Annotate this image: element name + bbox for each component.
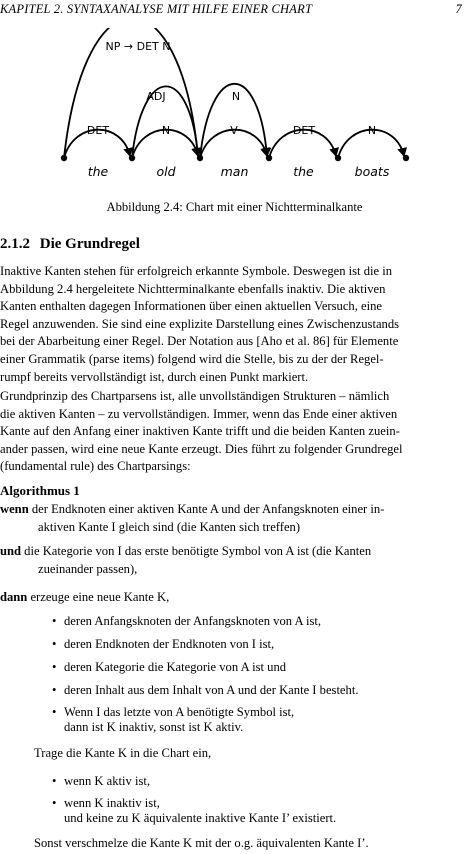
page: KAPITEL 2. SYNTAXANALYSE MIT HILFE EINER CHART 7 DET N ADJ NP → DET N V N DET N the old man the boats Abbildung 2.4: Chart mit einer Nichtterminalkante 2.1.2 Die Grundregel Inaktive Kanten stehen für erfolgreich erkannte Symbole. Deswegen ist die in Abbildung 2.4 hergeleitete Nichtterminalkante ebenfalls inaktiv. Die aktiven Kanten enthalten dagegen Informationen über einen aktuellen Versuch, eine Regel anzuwenden. Sie sind eine explizite Darstellung eines Zwischenzustands bei der Abarbeitung einer Regel. Der Notation aus [Aho et al. 86] für Elemente einer Grammatik (parse items) folgend wird die Stelle, bis zu der der Regel- rumpf bereits vervollständigt ist, durch einen Punkt markiert. Grundprinzip des Chartparsens ist, alle unvollständigen Strukturen – nämlich die aktiven Kanten – zu vervollständigen. Immer, wenn das Ende einer aktiven Kante auf den Anfang einer inaktiven Kante trifft und die beiden Kanten zuein- ander passen, wird eine neue Kante erzeugt. Dies führt zu folgender Grundregel (fundamental rule) des Chartparsings: Algorithmus 1 wenn der Endknoten einer aktiven Kante A und der Anfangsknoten einer in- aktiven Kante I gleich sind (die Kanten sich treffen) und die Kategorie von I das erste benötigte Symbol von A ist (die Kanten zueinander passen), dann erzeuge eine neue Kante K, • deren Anfangsknoten der Anfangsknoten von A ist, • deren Endknoten der Endknoten von I ist, • deren Kategorie die Kategorie von A ist und • deren Inhalt aus dem Inhalt von A und der Kante I besteht. • Wenn I das letzte von A benötigte Symbol ist, dann ist K inaktiv, sonst ist K aktiv. Trage die Kante K in die Chart ein, • wenn K aktiv ist, • wenn K inaktiv ist, und keine zu K äquivalente inaktive Kante I’ existiert. Sonst verschmelze die Kante K mit der o.g. äquivalenten Kante I’. xyxy=(0,0,469,854)
text-line: Regel anzuwenden. Sie sind eine explizite Darstellung eines Zwischenzustands xyxy=(0,316,400,331)
wenn-line-2: aktiven Kante I gleich sind (die Kanten sich treffen) xyxy=(38,519,301,534)
bullet-icon: • xyxy=(52,683,57,697)
text-line: ander passen, wird eine neue Kante erzeugt. Dies führt zu folgender Grundregel xyxy=(0,441,403,456)
chapter-title: KAPITEL 2. SYNTAXANALYSE MIT HILFE EINER CHART xyxy=(0,2,313,16)
running-header xyxy=(0,2,469,18)
text-line: rumpf bereits vervollständigt ist, durch einen Punkt markiert. xyxy=(0,369,309,384)
word-label: the xyxy=(87,164,109,179)
chart-nodes xyxy=(61,155,409,179)
text-line: bei der Abarbeitung einer Regel. Der Notation aus [Aho et al. 86] für Elemente xyxy=(0,334,399,349)
section-number: 2.1.2 xyxy=(0,236,30,252)
text-line: Abbildung 2.4 hergeleitete Nichtterminalkante ebenfalls inaktiv. Die aktiven xyxy=(0,281,386,296)
text-line: Kanten enthalten dagegen Informationen über einen aktuellen Versuch, eine xyxy=(0,299,382,314)
keyword-dann: dann xyxy=(0,590,28,604)
dann-text: erzeuge eine neue Kante K, xyxy=(30,590,170,604)
edge-label: ADJ xyxy=(146,90,166,103)
chart-node xyxy=(266,155,272,161)
text-line: Kante auf den Anfang einer inaktiven Kante trifft und die beiden Kanten zuein- xyxy=(0,424,400,439)
text-line: Inaktive Kanten stehen für erfolgreich erkannte Symbole. Deswegen ist die in xyxy=(0,264,393,278)
edge-label: DET xyxy=(292,124,316,137)
algorithm-wenn xyxy=(0,501,469,534)
und-line-2: zueinander passen), xyxy=(38,561,138,576)
algorithm-title: Algorithmus 1 xyxy=(0,483,80,498)
chart-node xyxy=(403,155,409,161)
paragraph-2 xyxy=(0,388,469,476)
bullet-icon: • xyxy=(52,774,57,788)
chart-figure xyxy=(40,28,420,188)
wenn-line-1: der Endknoten einer aktiven Kante A und der Anfangsknoten einer in- xyxy=(31,502,385,516)
text-line: Grundprinzip des Chartparsens ist, alle unvollständigen Strukturen – nämlich xyxy=(0,389,390,403)
und-line-1: die Kategorie von I das erste benötigte Symbol von A ist (die Kanten xyxy=(24,544,372,558)
chart-node xyxy=(61,155,67,161)
algorithm-dann xyxy=(0,589,469,607)
text-line: einer Grammatik (parse items) folgend wird die Stelle, bis zu der der Regel- xyxy=(0,351,384,366)
section-title: Die Grundregel xyxy=(39,236,140,252)
edge-label: N xyxy=(231,90,241,103)
bullet-icon: • xyxy=(52,660,57,674)
paragraph-1 xyxy=(0,263,469,386)
edge-label: N xyxy=(161,124,171,137)
chart-node xyxy=(335,155,341,161)
trage-text: Trage die Kante K in die Chart ein, xyxy=(34,746,212,760)
page-number: 7 xyxy=(455,2,462,16)
edge-label: DET xyxy=(86,124,110,137)
bullet-icon: • xyxy=(52,796,57,810)
text-line: (fundamental rule) des Chartparsings: xyxy=(0,459,191,474)
chart-node xyxy=(197,155,203,161)
figure-caption: Abbildung 2.4: Chart mit einer Nichtterminalkante xyxy=(106,200,363,214)
keyword-wenn: wenn xyxy=(0,502,29,516)
word-label: boats xyxy=(354,164,390,179)
chart-node xyxy=(129,155,135,161)
word-label: man xyxy=(220,164,249,179)
keyword-und: und xyxy=(0,544,22,558)
algorithm-und xyxy=(0,543,469,576)
chart-edges xyxy=(64,28,404,158)
sonst-text: Sonst verschmelze die Kante K mit der o.g. äquivalenten Kante I’. xyxy=(34,836,369,850)
word-label: the xyxy=(293,164,314,179)
word-label: old xyxy=(156,164,176,179)
edge-label: V xyxy=(230,124,238,137)
edge-label: NP → DET N xyxy=(105,40,171,53)
section-heading xyxy=(0,236,140,253)
text-line: die aktiven Kanten – zu vervollständigen. Immer, wenn das Ende einer aktiven xyxy=(0,406,398,421)
bullet-icon: • xyxy=(52,614,57,628)
bullet-icon: • xyxy=(52,637,57,651)
bullet-icon: • xyxy=(52,705,57,719)
edge-label: N xyxy=(367,124,377,137)
